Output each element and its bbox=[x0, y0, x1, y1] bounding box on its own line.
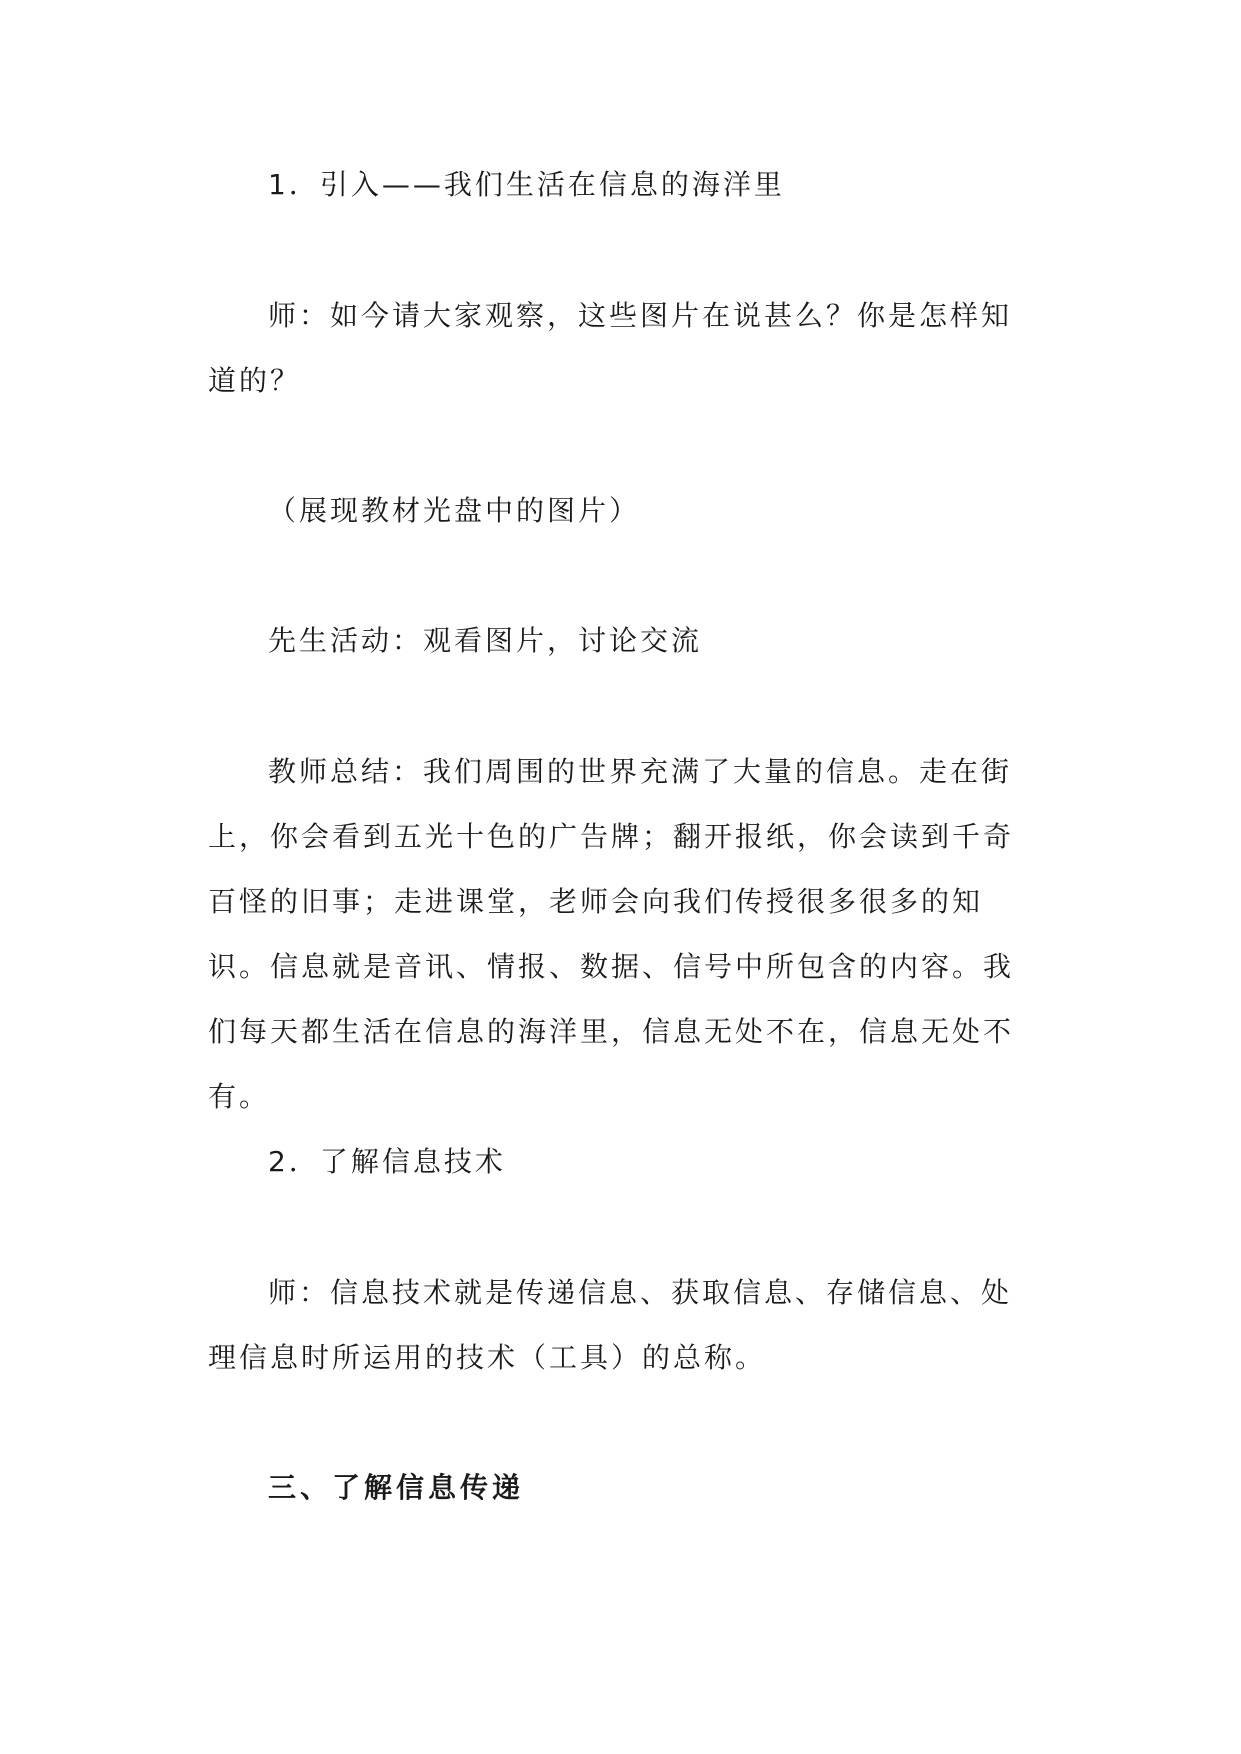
section-heading-information-transfer: 三、了解信息传递 bbox=[268, 1471, 525, 1504]
teacher-question-paragraph: 师：如今请大家观察，这些图片在说甚么？你是怎样知道的？ bbox=[208, 299, 1013, 397]
section-heading-introduction: 1．引入——我们生活在信息的海洋里 bbox=[268, 168, 785, 201]
stage-direction-paragraph: （展现教材光盘中的图片） bbox=[268, 494, 641, 527]
section-heading-information-technology: 2．了解信息技术 bbox=[268, 1145, 506, 1178]
teacher-definition-paragraph: 师：信息技术就是传递信息、获取信息、存储信息、处理信息时所运用的技术（工具）的总称。 bbox=[208, 1276, 1013, 1374]
student-activity-paragraph: 先生活动：观看图片，讨论交流 bbox=[268, 624, 703, 657]
teacher-summary-paragraph: 教师总结：我们周围的世界充满了大量的信息。走在街上，你会看到五光十色的广告牌；翻开报纸，你会读到千奇百怪的旧事；走进课堂，老师会向我们传授很多很多的知识。信息就是音讯、情报、数据、信号中所包含的内容。我们每天都生活在信息的海洋里，信息无处不在，信息无处不有。 bbox=[208, 755, 1015, 1113]
